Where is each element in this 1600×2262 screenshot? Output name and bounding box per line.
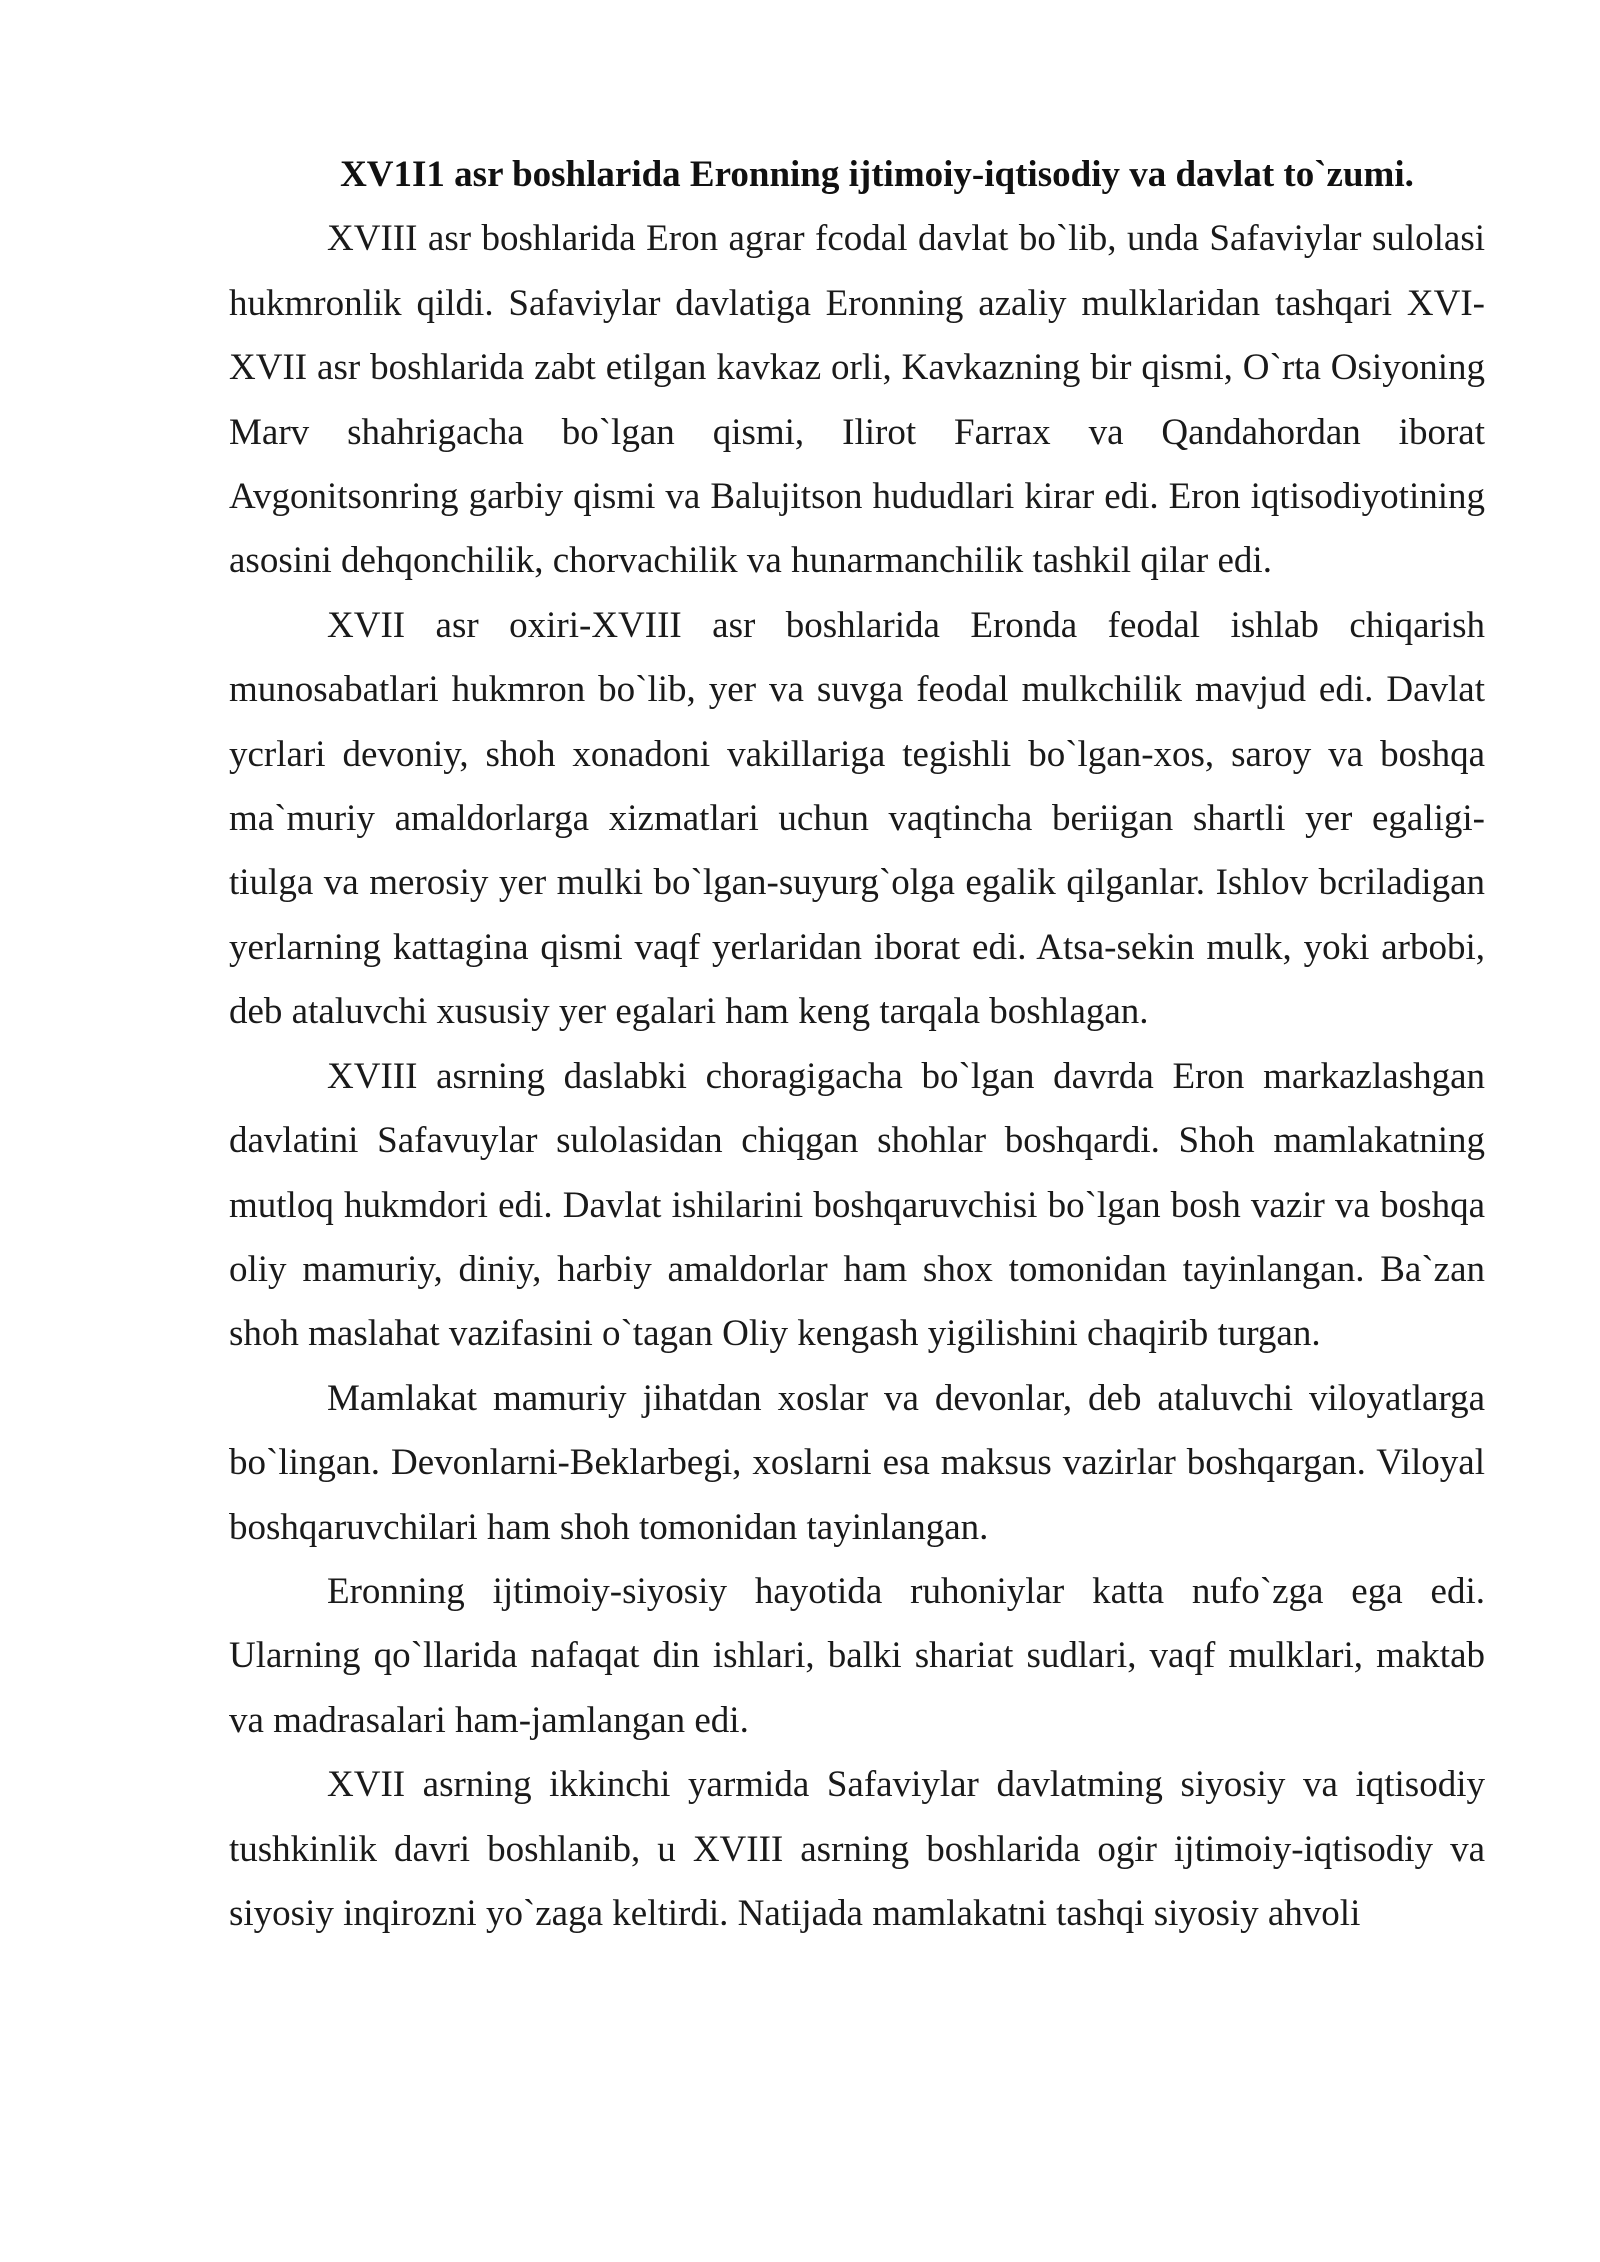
paragraph-5: Eronning ijtimoiy-siyosiy hayotida ruhoniylar katta nufo`zga ega edi. Ularning qo`llarida nafaqat din ishlari, balki shariat sudlari, vaqf mulklari, maktab va madrasalari ham-jamlangan edi. [229, 1570, 1485, 1741]
paragraph-3: XVIII asrning daslabki choragigacha bo`lgan davrda Eron markazlashgan davlatini Safavuylar sulolasidan chiqgan shohlar boshqardi. Shoh mamlakatning mutloq hukmdori edi. Davlat ishilarini boshqaruvchisi bo`lgan bosh vazir va boshqa oliy mamuriy, diniy, harbiy amaldorlar ham shox tomonidan tayinlangan. Ba`zan shoh maslahat vazifasini o`tagan Oliy kengash yigilishini chaqirib turgan. [229, 1055, 1485, 1355]
document-title: XV1I1 asr boshlarida Eronning ijtimoiy-iqtisodiy va davlat to`zumi. [340, 154, 1414, 195]
paragraph-4: Mamlakat mamuriy jihatdan xoslar va devonlar, deb ataluvchi viloyatlarga bo`lingan. Devonlarni-Beklarbegi, xoslarni esa maksus vazirlar boshqargan. Viloyal boshqaruvchilari ham shoh tomonidan tayinlangan. [229, 1377, 1485, 1548]
paragraph-6: XVII asrning ikkinchi yarmida Safaviylar davlatming siyosiy va iqtisodiy tushkinlik davri boshlanib, u XVIII asrning boshlarida ogir ijtimoiy-iqtisodiy va siyosiy inqirozni yo`zaga keltirdi. Natijada mamlakatni tashqi siyosiy ahvoli [229, 1764, 1485, 1934]
document-body [229, 143, 1485, 1946]
paragraph-2: XVII asr oxiri-XVIII asr boshlarida Eronda feodal ishlab chiqarish munosabatlari hukmron bo`lib, yer va suvga feodal mulkchilik mavjud edi. Davlat ycrlari devoniy, shoh xonadoni vakillariga tegishli bo`lgan-xos, saroy va boshqa ma`muriy amaldorlarga xizmatlari uchun vaqtincha beriigan shartli yer egaligi-tiulga va merosiy yer mulki bo`lgan-suyurg`olga egalik qilganlar. Ishlov bcriladigan yerlarning kattagina qismi vaqf yerlaridan iborat edi. Atsa-sekin mulk, yoki arbobi, deb ataluvchi xususiy yer egalari ham keng tarqala boshlagan. [229, 604, 1485, 1033]
paragraph-1: XVIII asr boshlarida Eron agrar fcodal davlat bo`lib, unda Safaviylar sulolasi hukmronlik qildi. Safaviylar davlatiga Eronning azaliy mulklaridan tashqari XVI-XVII asr boshlarida zabt etilgan kavkaz orli, Kavkazning bir qismi, O`rta Osiyoning Marv shahrigacha bo`lgan qismi, Ilirot Farrax va Qandahordan iborat Avgonitsonring garbiy qismi va Balujitson hududlari kirar edi. Eron iqtisodiyotining asosini dehqonchilik, chorvachilik va hunarmanchilik tashkil qilar edi. [229, 218, 1485, 582]
